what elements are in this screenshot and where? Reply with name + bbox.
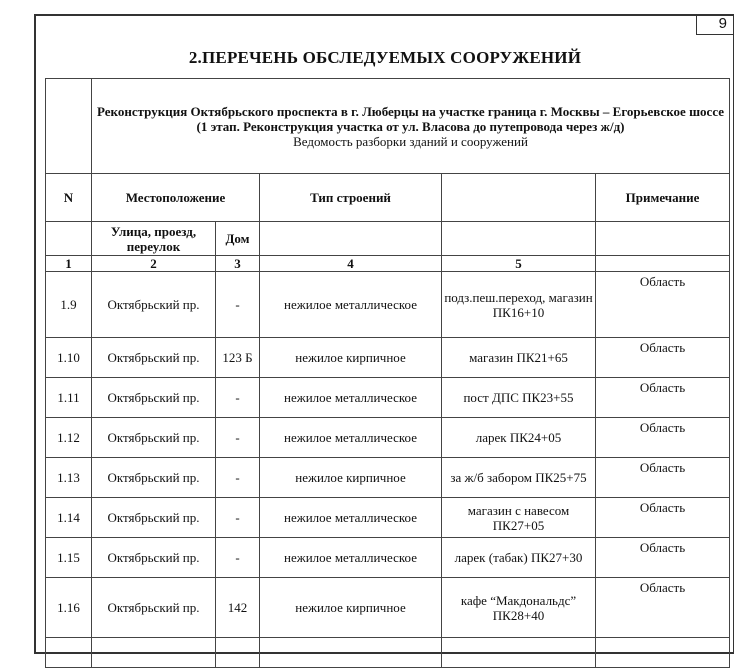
project-subtitle: Ведомость разборки зданий и сооружений <box>293 133 528 149</box>
note-cell: Область <box>596 418 730 458</box>
column-number: 2 <box>92 256 216 272</box>
table-row <box>46 498 730 538</box>
table-row <box>46 418 730 458</box>
empty-cell <box>442 638 596 668</box>
project-title: Реконструкция Октябрьского проспекта в г. Люберцы на участке граница г. Москвы – Егорьевское шоссе (1 этап. Реконструкция участка от ул. Власова до путепровода через ж/д) <box>97 103 725 134</box>
table-row <box>46 578 730 638</box>
description-cell: ларек (табак) ПК27+30 <box>442 538 596 578</box>
building-type-cell: нежилое металлическое <box>260 378 442 418</box>
subheader-blank <box>260 222 442 256</box>
description-cell: ларек ПК24+05 <box>442 418 596 458</box>
street-cell: Октябрьский пр. <box>92 418 216 458</box>
survey-table <box>45 78 730 668</box>
header-location: Местоположение <box>92 174 260 222</box>
column-number: 3 <box>216 256 260 272</box>
building-type-cell: нежилое кирпичное <box>260 578 442 638</box>
house-cell: 123 Б <box>216 338 260 378</box>
table-row-partial <box>46 638 730 668</box>
empty-cell <box>596 638 730 668</box>
house-cell: - <box>216 458 260 498</box>
row-number: 1.16 <box>46 578 92 638</box>
header-building-type: Тип строений <box>260 174 442 222</box>
description-cell: кафе “Макдональдс” ПК28+40 <box>442 578 596 638</box>
description-cell: магазин ПК21+65 <box>442 338 596 378</box>
row-number: 1.10 <box>46 338 92 378</box>
header-blank <box>442 174 596 222</box>
header-note: Примечание <box>596 174 730 222</box>
house-cell: - <box>216 538 260 578</box>
subheader-blank <box>442 222 596 256</box>
building-type-cell: нежилое металлическое <box>260 498 442 538</box>
building-type-cell: нежилое металлическое <box>260 272 442 338</box>
house-cell: - <box>216 498 260 538</box>
house-cell: - <box>216 378 260 418</box>
table-row <box>46 458 730 498</box>
document-title: 2.ПЕРЕЧЕНЬ ОБСЛЕДУЕМЫХ СООРУЖЕНИЙ <box>188 48 582 67</box>
empty-cell <box>260 638 442 668</box>
empty-cell <box>46 638 92 668</box>
street-cell: Октябрьский пр. <box>92 578 216 638</box>
description-cell: за ж/б забором ПК25+75 <box>442 458 596 498</box>
note-cell: Область <box>596 538 730 578</box>
table-row <box>46 378 730 418</box>
street-cell: Октябрьский пр. <box>92 338 216 378</box>
subheader-row <box>46 222 730 256</box>
header-row <box>46 174 730 222</box>
building-type-cell: нежилое металлическое <box>260 418 442 458</box>
column-number: 4 <box>260 256 442 272</box>
blank-cell <box>46 79 92 174</box>
table-row <box>46 338 730 378</box>
row-number: 1.9 <box>46 272 92 338</box>
project-row <box>46 79 730 174</box>
column-number: 1 <box>46 256 92 272</box>
project-title-cell <box>92 79 730 174</box>
building-type-cell: нежилое металлическое <box>260 538 442 578</box>
column-number-row <box>46 256 730 272</box>
street-cell: Октябрьский пр. <box>92 378 216 418</box>
street-cell: Октябрьский пр. <box>92 498 216 538</box>
house-cell: - <box>216 418 260 458</box>
street-cell: Октябрьский пр. <box>92 538 216 578</box>
note-cell: Область <box>596 338 730 378</box>
note-cell: Область <box>596 458 730 498</box>
row-number: 1.12 <box>46 418 92 458</box>
header-house: Дом <box>216 222 260 256</box>
empty-cell <box>92 638 216 668</box>
header-street: Улица, проезд, переулок <box>92 222 216 256</box>
street-cell: Октябрьский пр. <box>92 272 216 338</box>
note-cell: Область <box>596 498 730 538</box>
row-number: 1.14 <box>46 498 92 538</box>
subheader-blank <box>46 222 92 256</box>
description-cell: пост ДПС ПК23+55 <box>442 378 596 418</box>
house-cell: - <box>216 272 260 338</box>
table-row <box>46 272 730 338</box>
description-cell: магазин с навесом ПК27+05 <box>442 498 596 538</box>
page-number: 9 <box>696 14 734 35</box>
column-number <box>596 256 730 272</box>
note-cell: Область <box>596 272 730 338</box>
row-number: 1.13 <box>46 458 92 498</box>
subheader-blank <box>596 222 730 256</box>
table-row <box>46 538 730 578</box>
building-type-cell: нежилое кирпичное <box>260 458 442 498</box>
empty-cell <box>216 638 260 668</box>
row-number: 1.15 <box>46 538 92 578</box>
street-cell: Октябрьский пр. <box>92 458 216 498</box>
house-cell: 142 <box>216 578 260 638</box>
note-cell: Область <box>596 378 730 418</box>
description-cell: подз.пеш.переход, магазин ПК16+10 <box>442 272 596 338</box>
header-n: N <box>46 174 92 222</box>
row-number: 1.11 <box>46 378 92 418</box>
note-cell: Область <box>596 578 730 638</box>
column-number: 5 <box>442 256 596 272</box>
building-type-cell: нежилое кирпичное <box>260 338 442 378</box>
